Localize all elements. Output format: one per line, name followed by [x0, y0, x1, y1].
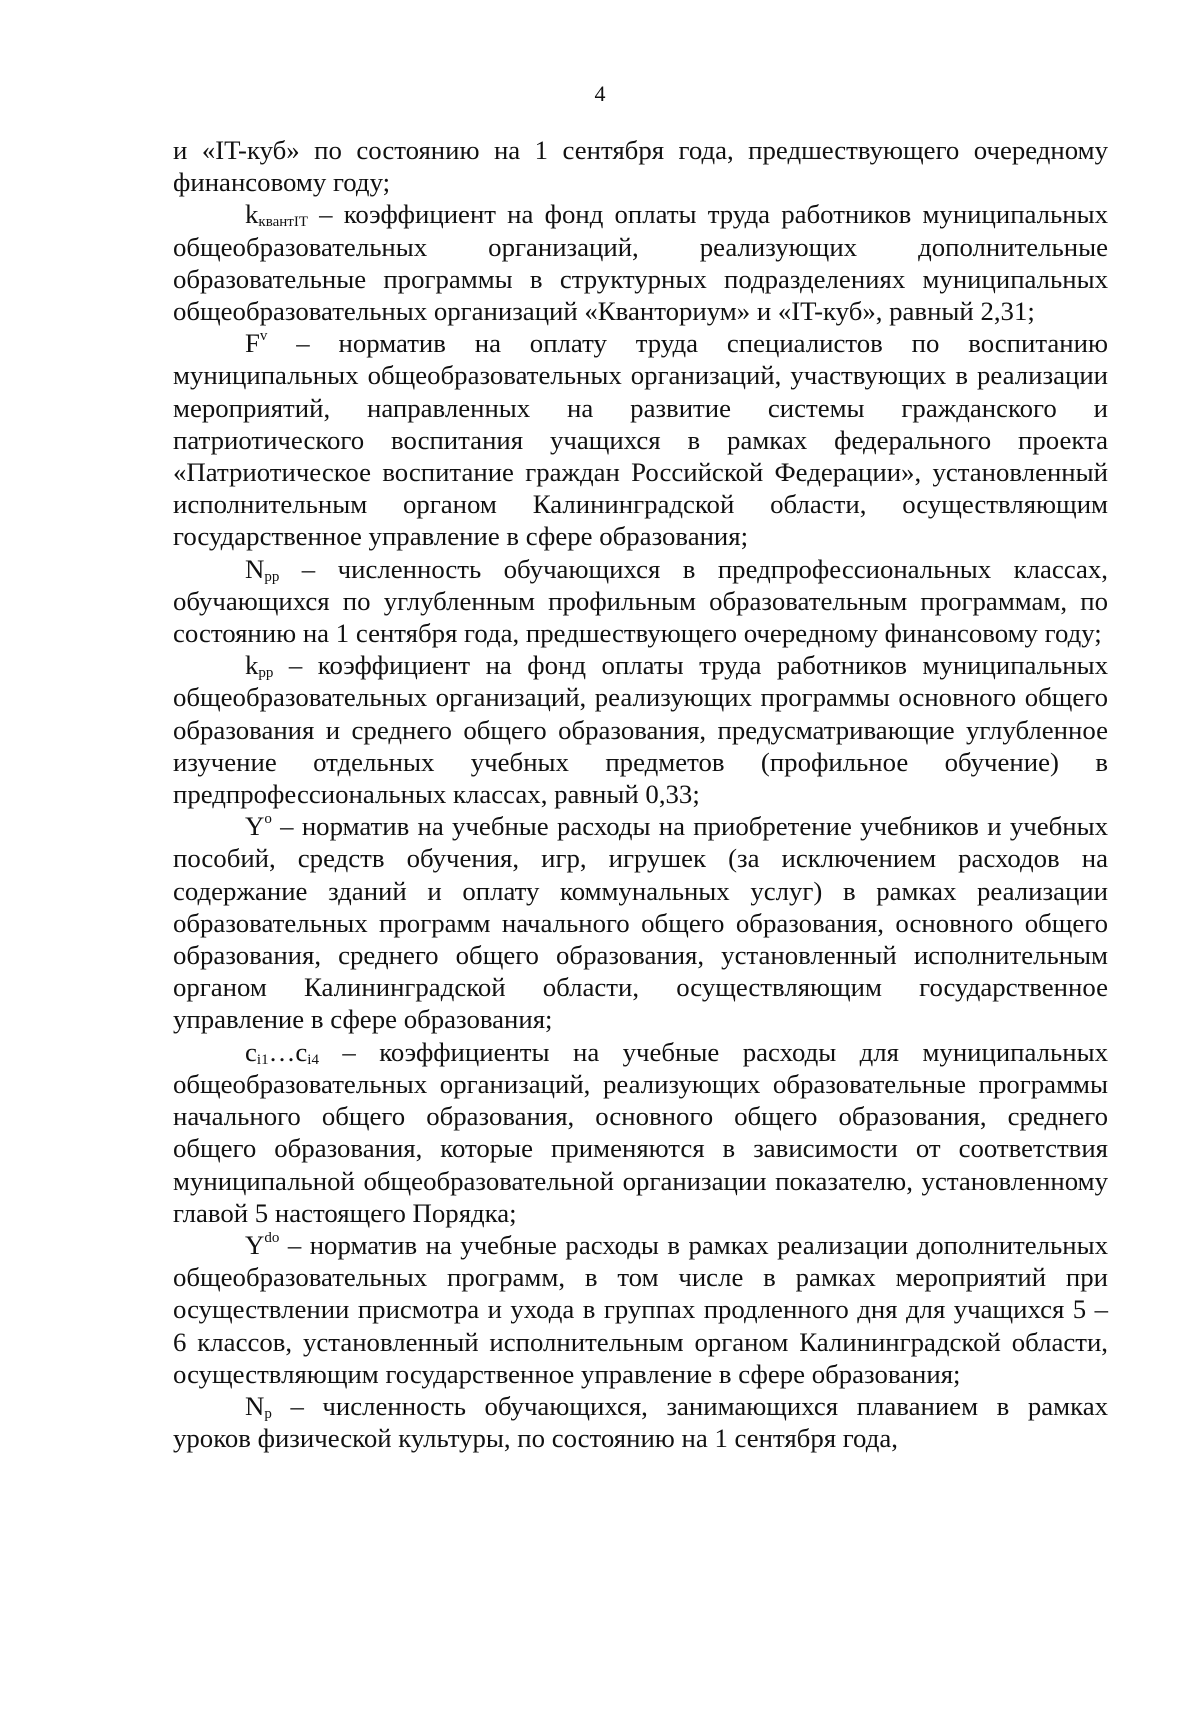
symbol-subscript: pp: [258, 665, 274, 682]
definition-n-p: [173, 1390, 1108, 1454]
document-body: [173, 134, 1108, 1454]
definition-text: – норматив на оплату труда специалистов по воспитанию муниципальных общеобразовательных организаций, участвующих в реализации мероприятий, направленных на развитие системы гражданского и патриотического воспитания учащихся в рамках федерального проекта «Патриотическое воспитание граждан Российской Федерации», установленный исполнительным органом Калининградской области, осуществляющим государственное управление в сфере образования;: [173, 328, 1108, 552]
symbol-subscript: p: [264, 1405, 272, 1422]
symbol-superscript: do: [264, 1229, 280, 1246]
symbol: Y: [245, 811, 265, 842]
symbol: N: [245, 1390, 265, 1421]
paragraph-text: и «IT-куб» по состоянию на 1 сентября года, предшествующего очередному финансовому году;: [173, 135, 1108, 198]
definition-text: – норматив на учебные расходы на приобретение учебников и учебных пособий, средств обучения, игр, игрушек (за исключением расходов на содержание зданий и оплату коммунальных услуг) в рамках реализации образовательных программ начального общего образования, основного общего образования, среднего общего образования, установленный исполнительным органом Калининградской области, осуществляющим государственное управление в сфере образования;: [173, 811, 1108, 1035]
definition-text: – норматив на учебные расходы в рамках реализации дополнительных общеобразовательных программ, в том числе в рамках мероприятий при осуществлении присмотра и ухода в группах продленного дня для учащихся 5 – 6 классов, установленный исполнительным органом Калининградской области, осуществляющим государственное управление в сфере образования;: [173, 1229, 1108, 1389]
definition-y-do: [173, 1229, 1108, 1390]
symbol: k: [245, 199, 259, 230]
paragraph-continuation: [173, 134, 1108, 198]
definition-k-pp: [173, 649, 1108, 810]
definition-k-kvant-it: [173, 198, 1108, 327]
definition-f-v: [173, 327, 1108, 552]
definition-n-pp: [173, 553, 1108, 650]
definition-y-o: [173, 810, 1108, 1035]
definition-text: – коэффициент на фонд оплаты труда работников муниципальных общеобразовательных организаций, реализующих дополнительные образовательные программы в структурных подразделениях муниципальных общеобразовательных организаций «Кванториум» и «IT-куб», равный 2,31;: [173, 199, 1108, 327]
definition-text: – коэффициенты на учебные расходы для муниципальных общеобразовательных организаций, реализующих образовательные программы начального общего образования, основного общего образования, среднего общего образования, которые применяются в зависимости от соответствия муниципальной общеобразовательной организации показателю, установленному главой 5 настоящего Порядка;: [173, 1036, 1108, 1228]
definition-text: – численность обучающихся, занимающихся плаванием в рамках уроков физической культуры, по состоянию на 1 сентября года,: [173, 1390, 1108, 1454]
symbol-subscript: pp: [264, 568, 280, 585]
symbol-superscript: o: [264, 811, 272, 828]
symbol-second: …c: [268, 1036, 308, 1067]
page-number: 4: [594, 81, 606, 106]
definition-text: – коэффициент на фонд оплаты труда работников муниципальных общеобразовательных организаций, реализующих программы основного общего образования и среднего общего образования, предусматривающие углубленное изучение отдельных учебных предметов (профильное обучение) в предпрофессиональных классах, равный 0,33;: [173, 650, 1108, 810]
symbol: F: [245, 328, 260, 359]
symbol: N: [245, 553, 265, 584]
symbol-second-subscript: i4: [307, 1051, 319, 1068]
definition-c-i1-c-i4: [173, 1036, 1108, 1229]
symbol-subscript: i1: [256, 1051, 269, 1068]
symbol: Y: [245, 1229, 265, 1260]
symbol-subscript: квантIT: [258, 214, 308, 231]
symbol: k: [245, 650, 259, 681]
symbol-superscript: v: [259, 328, 268, 345]
symbol: c: [245, 1036, 257, 1067]
definition-text: – численность обучающихся в предпрофессиональных классах, обучающихся по углубленным профильным образовательным программам, по состоянию на 1 сентября года, предшествующего очередному финансовому году;: [173, 553, 1108, 649]
